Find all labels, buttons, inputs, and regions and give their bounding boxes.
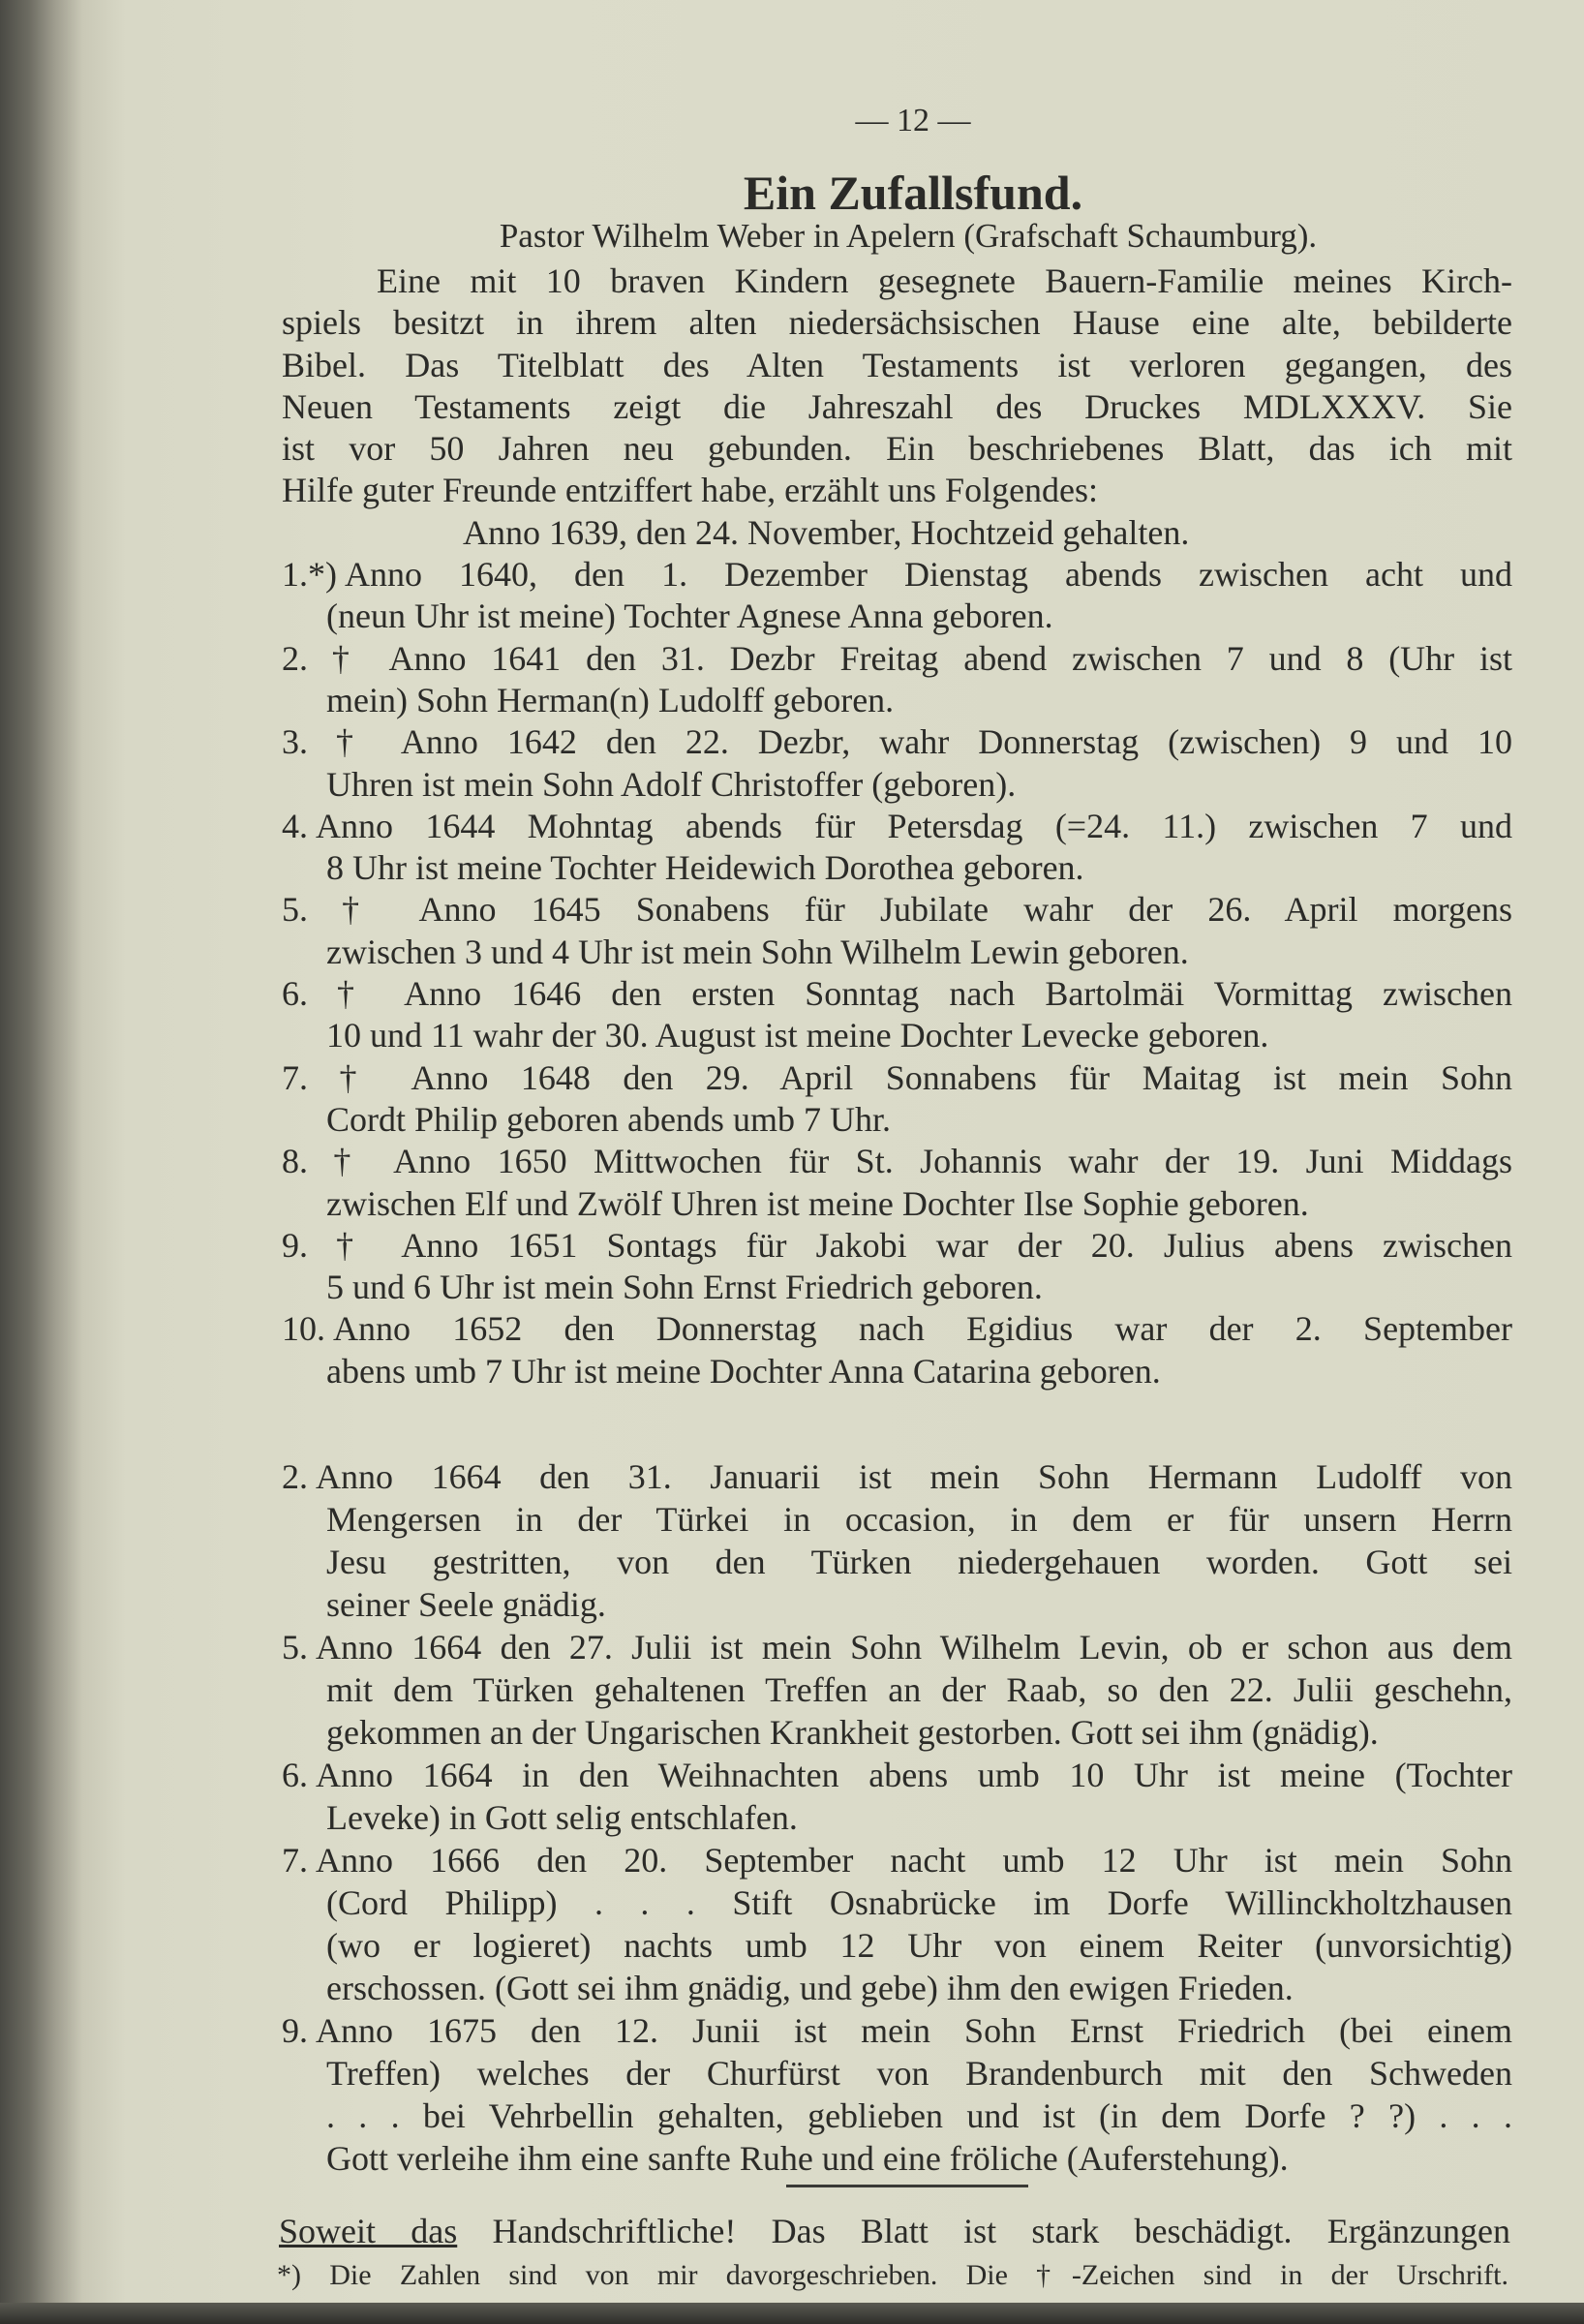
entry-line: (neun Uhr ist meine) Tochter Agnese Anna geboren. [326, 596, 1053, 636]
entry-line: Cordt Philip geboren abends umb 7 Uhr. [326, 1099, 891, 1139]
entry-number: 4. [282, 806, 308, 845]
entry-text: Anno 1675 den 12. Junii ist mein Sohn Ernst Friedrich (bei einem [316, 2011, 1512, 2050]
entry-number: 5. [282, 890, 308, 930]
entry-number: 6. [282, 1756, 308, 1794]
entry-line: Mengersen in der Türkei in occasion, in dem er für unsern Herrn [326, 1500, 1512, 1539]
entry-line: gekommen an der Ungarischen Krankheit gestorben. Gott sei ihm (gnädig). [326, 1713, 1379, 1752]
entry-number: 9. [282, 1225, 308, 1265]
entry-line [282, 721, 1512, 763]
intro-line: spiels besitzt in ihrem alten niedersächsischen Hause eine alte, bebilderte [282, 303, 1512, 343]
entry-line: (Cord Philipp) . . . Stift Osnabrücke im Dorfe Willinckholtzhausen [326, 1883, 1512, 1922]
entry-line: erschossen. (Gott sei ihm gnädig, und gebe) ihm den ewigen Frieden. [326, 1969, 1294, 2007]
entry-text: Anno 1664 den 27. Julii ist mein Sohn Wilhelm Levin, ob er schon aus dem [316, 1628, 1512, 1667]
entry-text: Anno 1666 den 20. September nacht umb 12 Uhr ist mein Sohn [316, 1841, 1512, 1880]
divider-rule [786, 2185, 1028, 2187]
entry-line: abens umb 7 Uhr ist meine Dochter Anna Catarina geboren. [326, 1351, 1161, 1391]
entry-line [282, 1057, 1512, 1099]
entry-line: Gott verleihe ihm eine sanfte Ruhe und eine fröliche (Auferstehung). [326, 2139, 1289, 2178]
entry-line: 10 und 11 wahr der 30. August ist meine Dochter Levecke geboren. [326, 1016, 1269, 1055]
intro-line: Bibel. Das Titelblatt des Alten Testaments ist verloren gegangen, des [282, 345, 1512, 384]
entry-line: mein) Sohn Herman(n) Ludolff geboren. [326, 680, 895, 719]
entry-text: Anno 1652 den Donnerstag nach Egidius war der 2. September [333, 1309, 1512, 1349]
entry-line: mit dem Türken gehaltenen Treffen an der Raab, so den 22. Julii geschehn, [326, 1670, 1512, 1709]
closing-underlined: Soweit das [279, 2212, 458, 2250]
entry-text: † Anno 1645 Sonabens für Jubilate wahr der 26. April morgens [316, 890, 1512, 930]
intro-line: ist vor 50 Jahren neu gebunden. Ein beschriebenes Blatt, das ich mit [282, 429, 1512, 469]
intro-line: Neuen Testaments zeigt die Jahreszahl des Druckes MDLXXXV. Sie [282, 386, 1512, 426]
entry-line [282, 554, 1512, 596]
entry-number: 7. [282, 1841, 308, 1880]
entry-text: † Anno 1641 den 31. Dezbr Freitag abend zwischen 7 und 8 (Uhr ist [316, 638, 1512, 678]
entry-number: 2. [282, 638, 308, 678]
entry-line: 5 und 6 Uhr ist mein Sohn Ernst Friedrich geboren. [326, 1268, 1043, 1307]
entry-line [282, 1626, 1512, 1668]
entry-line [282, 1308, 1512, 1350]
entry-line: Treffen) welches der Churfürst von Brandenburch mit den Schweden [326, 2054, 1512, 2093]
intro-line: Hilfe guter Freunde entziffert habe, erzählt uns Folgendes: [282, 471, 1099, 510]
author-byline: Pastor Wilhelm Weber in Apelern (Grafschaft Schaumburg). [499, 217, 1318, 255]
entry-line: Uhren ist mein Sohn Adolf Christoffer (geboren). [326, 764, 1017, 804]
entry-number: 3. [282, 722, 308, 762]
entry-line [282, 638, 1512, 680]
entry-line: . . . bei Vehrbellin gehalten, geblieben und ist (in dem Dorfe ? ?) . . . [326, 2096, 1512, 2135]
entry-line: Jesu gestritten, von den Türken niedergehauen worden. Gott sei [326, 1543, 1512, 1581]
entry-text: Anno 1664 in den Weihnachten abens umb 10 Uhr ist meine (Tochter [316, 1756, 1512, 1794]
intro-paragraph [282, 260, 1512, 1392]
entry-line: Leveke) in Gott selig entschlafen. [326, 1798, 798, 1837]
entry-text: † Anno 1646 den ersten Sonntag nach Bartolmäi Vormittag zwischen [316, 974, 1512, 1014]
entry-line [282, 1839, 1512, 1881]
entry-line [282, 1455, 1512, 1498]
entry-line [282, 1141, 1512, 1182]
entry-line [282, 1754, 1512, 1796]
entry-number: 6. [282, 974, 308, 1014]
entry-line: zwischen Elf und Zwölf Uhren ist meine Dochter Ilse Sophie geboren. [326, 1183, 1309, 1223]
entry-text: Anno 1644 Mohntag abends für Petersdag (=24. 11.) zwischen 7 und [316, 806, 1512, 845]
entry-text: Anno 1640, den 1. Dezember Dienstag abends zwischen acht und [345, 555, 1512, 595]
closing-rest: Handschriftliche! Das Blatt ist stark beschädigt. Ergänzungen [457, 2212, 1510, 2250]
entry-line: zwischen 3 und 4 Uhr ist mein Sohn Wilhelm Lewin geboren. [326, 932, 1189, 971]
entry-line [282, 973, 1512, 1015]
entry-line: (wo er logieret) nachts umb 12 Uhr von einem Reiter (unvorsichtig) [326, 1926, 1512, 1965]
entry-text: Anno 1664 den 31. Januarii ist mein Sohn Hermann Ludolff von [316, 1457, 1512, 1496]
entry-number: 8. [282, 1142, 308, 1181]
entry-number: 7. [282, 1057, 308, 1097]
article-title: Ein Zufallsfund. [743, 166, 1083, 220]
entry-line [282, 2009, 1512, 2052]
entry-text: † Anno 1642 den 22. Dezbr, wahr Donnerstag (zwischen) 9 und 10 [316, 722, 1512, 762]
entry-line [282, 1225, 1512, 1267]
page-bottom-edge [0, 2303, 1584, 2324]
entry-line: seiner Seele gnädig. [326, 1585, 606, 1624]
marriage-line: Anno 1639, den 24. November, Hochtzeid gehalten. [463, 512, 1190, 552]
entry-number: 5. [282, 1628, 308, 1667]
entry-number: 10. [282, 1309, 325, 1349]
closing-line [279, 2210, 1510, 2252]
entry-text: † Anno 1650 Mittwochen für St. Johannis wahr der 19. Juni Middags [316, 1142, 1512, 1181]
intro-line: Eine mit 10 braven Kindern gesegnete Bauern-Familie meines Kirch- [377, 261, 1512, 300]
entry-line [282, 806, 1512, 847]
entry-line [282, 889, 1512, 931]
death-records [282, 1455, 1512, 2180]
entry-line: 8 Uhr ist meine Tochter Heidewich Dorothea geboren. [326, 848, 1084, 888]
page-number: — 12 — [855, 103, 971, 138]
entry-number: 9. [282, 2011, 308, 2050]
footnote: *) Die Zahlen sind von mir davorgeschrieben. Die †-Zeichen sind in der Urschrift. [277, 2259, 1508, 2291]
entry-text: † Anno 1651 Sontags für Jakobi war der 20. Julius abens zwischen [316, 1225, 1512, 1265]
entry-number: 2. [282, 1457, 308, 1496]
entry-number: 1.*) [282, 555, 337, 595]
entry-text: † Anno 1648 den 29. April Sonnabens für Maitag ist mein Sohn [316, 1057, 1512, 1097]
